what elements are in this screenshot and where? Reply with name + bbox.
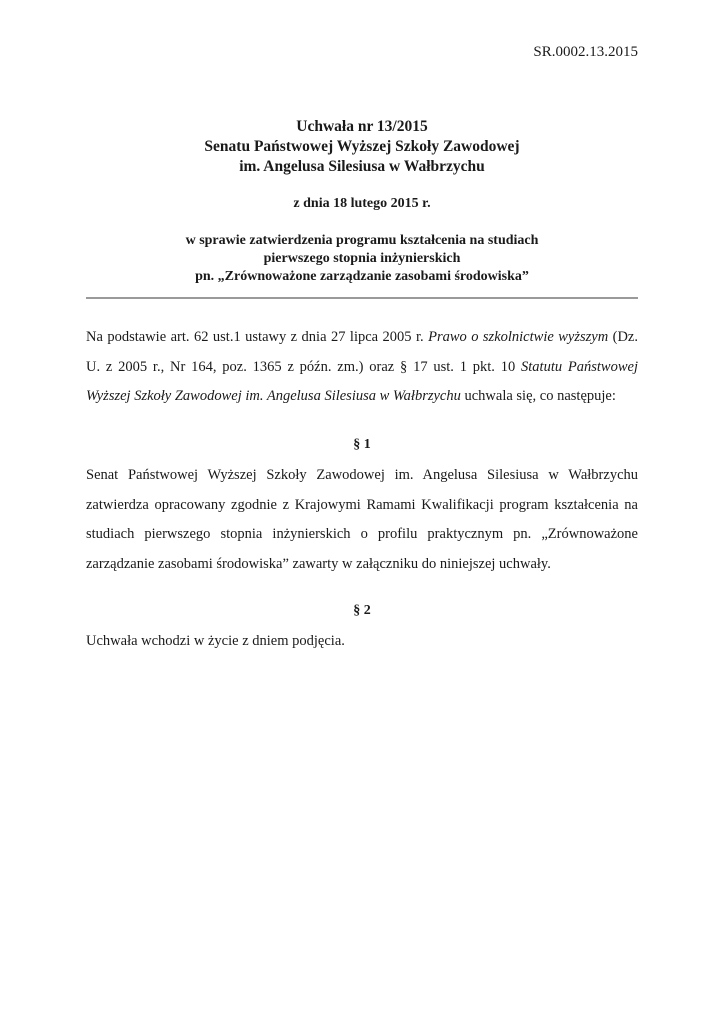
preamble-text-3: uchwala się, co następuje: (460, 388, 616, 404)
statute-title: Statutu Państwowej Wyższej Szkoły Zawodowej im. Angelusa Silesiusa w Wałbrzychu (86, 358, 638, 404)
preamble-text-2: (Dz. U. z 2005 r., Nr 164, poz. 1365 z późn. zm.) oraz § 17 ust. 1 pkt. 10 (86, 329, 638, 375)
title-line-3: im. Angelusa Silesiusa w Wałbrzychu (239, 158, 485, 175)
subject-line-3: pn. „Zrównoważone zarządzanie zasobami środowiska” (195, 269, 529, 284)
section-1-text: Senat Państwowej Wyższej Szkoły Zawodowej im. Angelusa Silesiusa w Wałbrzychu zatwierdza opracowany zgodnie z Krajowymi Ramami Kwalifikacji program kształcenia na studiach pierwszego stopnia inżynierskich o profilu praktycznym pn. „Zrównoważone zarządzanie zasobami środowiska” zawarty w załączniku do niniejszej uchwały. (86, 467, 638, 572)
section-2-heading: § 2 (353, 603, 371, 618)
subject-line-1: w sprawie zatwierdzenia programu kształcenia na studiach (185, 233, 539, 248)
law-title: Prawo o szkolnictwie wyższym (428, 329, 609, 345)
section-2-text: Uchwała wchodzi w życie z dniem podjęcia. (86, 633, 345, 649)
subject-line-2: pierwszego stopnia inżynierskich (263, 251, 461, 266)
preamble-text-1: Na podstawie art. 62 ust.1 ustawy z dnia 27 lipca 2005 r. (86, 329, 429, 345)
resolution-subject (86, 232, 638, 286)
section-1-heading: § 1 (353, 437, 371, 452)
preamble-paragraph (86, 323, 638, 412)
resolution-title (86, 117, 638, 177)
header-divider (86, 297, 638, 299)
resolution-date: z dnia 18 lutego 2015 r. (293, 196, 431, 211)
title-line-1: Uchwała nr 13/2015 (296, 118, 428, 135)
document-reference-number: SR.0002.13.2015 (533, 44, 638, 60)
title-line-2: Senatu Państwowej Wyższej Szkoły Zawodowej (204, 138, 520, 155)
